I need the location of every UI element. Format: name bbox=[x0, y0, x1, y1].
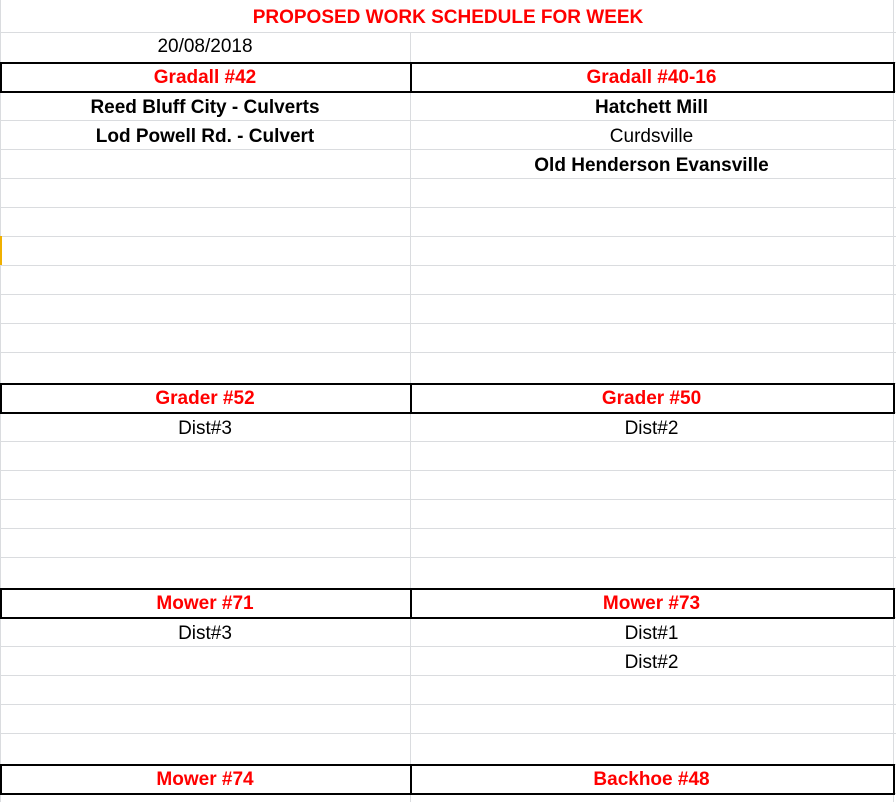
row-gridline bbox=[0, 352, 896, 353]
schedule-date[interactable]: 20/08/2018 bbox=[157, 36, 253, 57]
assignment-cell[interactable]: Dist#3 bbox=[178, 418, 232, 439]
assignment-cell[interactable]: Hatchett Mill bbox=[595, 97, 708, 118]
row-gridline bbox=[0, 470, 896, 471]
assignment-cell[interactable]: Reed Bluff City - Culverts bbox=[90, 97, 320, 118]
row-gridline bbox=[0, 704, 896, 705]
row-gridline bbox=[0, 265, 896, 266]
equipment-header[interactable]: Mower #73 bbox=[602, 593, 701, 614]
row-gridline bbox=[0, 236, 896, 237]
equipment-header[interactable]: Grader #50 bbox=[601, 388, 702, 409]
assignment-cell[interactable]: Dist#2 bbox=[624, 652, 679, 673]
assignment-cell[interactable]: Curdsville bbox=[609, 126, 694, 147]
row-gridline bbox=[0, 499, 896, 500]
equipment-header[interactable]: Gradall #40-16 bbox=[586, 67, 717, 88]
row-gridline bbox=[0, 294, 896, 295]
equipment-header[interactable]: Mower #71 bbox=[156, 593, 254, 614]
assignment-cell[interactable]: Dist#2 bbox=[624, 418, 679, 439]
row-gridline bbox=[0, 557, 896, 558]
equipment-header[interactable]: Backhoe #48 bbox=[593, 769, 710, 790]
equipment-header[interactable]: Grader #52 bbox=[155, 388, 255, 409]
sheet-title[interactable]: PROPOSED WORK SCHEDULE FOR WEEK bbox=[252, 7, 644, 28]
equipment-header[interactable]: Gradall #42 bbox=[153, 67, 257, 88]
equipment-header[interactable]: Mower #74 bbox=[156, 769, 254, 790]
assignment-cell[interactable]: Dist#3 bbox=[178, 623, 232, 644]
row-gridline bbox=[0, 733, 896, 734]
row-gridline bbox=[0, 323, 896, 324]
assignment-cell[interactable]: Lod Powell Rd. - Culvert bbox=[95, 126, 315, 147]
assignment-cell[interactable]: Dist#1 bbox=[624, 623, 679, 644]
row-gridline bbox=[0, 528, 896, 529]
active-cell-marker bbox=[0, 236, 2, 265]
row-gridline bbox=[0, 207, 896, 208]
assignment-cell[interactable]: Old Henderson Evansville bbox=[534, 155, 769, 176]
